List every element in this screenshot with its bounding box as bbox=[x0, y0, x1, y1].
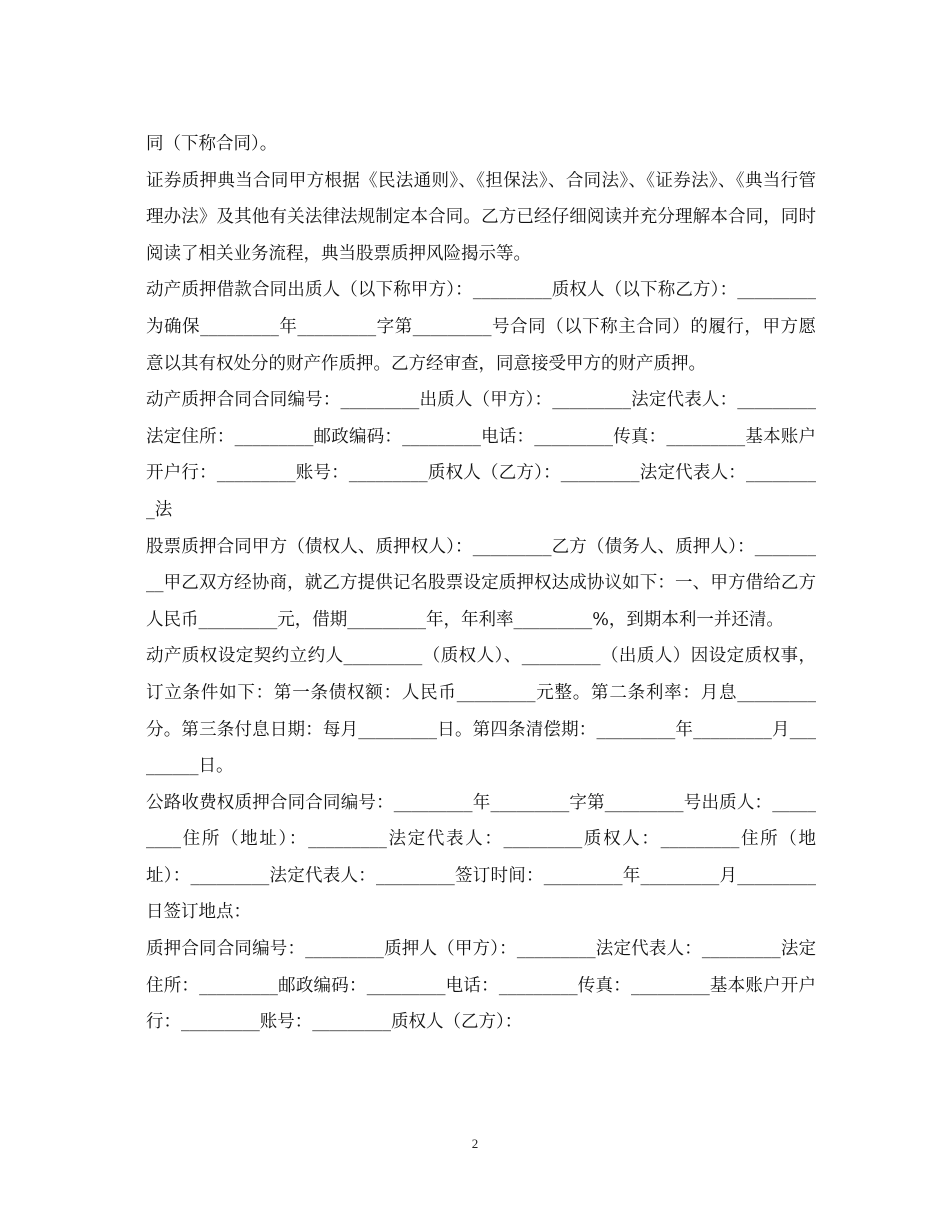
paragraph-movable-pledge-loan: 动产质押借款合同出质人（以下称甲方）：_________质权人（以下称乙方）：_________为确保_________年_________字第_________号合同（以下称主合同）的履行，甲方愿意以其有权处分的财产作质押。乙方经审查，同意接受甲方的财产质押。 bbox=[146, 280, 816, 374]
paragraph-contract-intro-fragment: 同（下称合同）。 bbox=[146, 134, 278, 154]
paragraph-pledge-contract: 质押合同合同编号：_________质押人（甲方）：_________法定代表人：_________法定住所：_________邮政编码：_________电话：_________传真：_________基本账户开户行：_________账号：_________质权人（乙方）： bbox=[146, 939, 816, 1033]
paragraph-securities-pledge-pawn: 证券质押典当合同甲方根据《民法通则》、《担保法》、合同法》、《证券法》、《典当行管理办法》及其他有关法律法规制定本合同。乙方已经仔细阅读并充分理解本合同，同时阅读了相关业务流程，典当股票质押风险揭示等。 bbox=[146, 170, 816, 264]
paragraph-pledge-right-establishment: 动产质权设定契约立约人_________（质权人）、_________（出质人）因设定质权事，订立条件如下：第一条债权额：人民币_________元整。第二条利率：月息_________分。第三条付息日期：每月_________日。第四条清偿期：_________年_________月_________日。 bbox=[146, 646, 816, 777]
paragraph-stock-pledge: 股票质押合同甲方（债权人、质押权人）：_________乙方（债务人、质押人）：_________甲乙双方经协商，就乙方提供记名股票设定质押权达成协议如下：一、甲方借给乙方人民币_________元，借期_________年，年利率_________%，到期本利一并还清。 bbox=[146, 536, 816, 630]
page-number: 2 bbox=[471, 1136, 479, 1151]
document-body bbox=[146, 126, 816, 1041]
paragraph-movable-pledge-contract: 动产质押合同合同编号：_________出质人（甲方）：_________法定代表人：_________法定住所：_________邮政编码：_________电话：_________传真：_________基本账户开户行：_________账号：_________质权人（乙方）：_________法定代表人：_________法 bbox=[146, 390, 816, 520]
paragraph-highway-toll-pledge: 公路收费权质押合同合同编号：_________年_________字第_________号出质人：_________住所（地址）：_________法定代表人：_________质权人：_________住所（地址）：_________法定代表人：_________签订时间：_________年_________月_________日签订地点： bbox=[146, 792, 816, 923]
